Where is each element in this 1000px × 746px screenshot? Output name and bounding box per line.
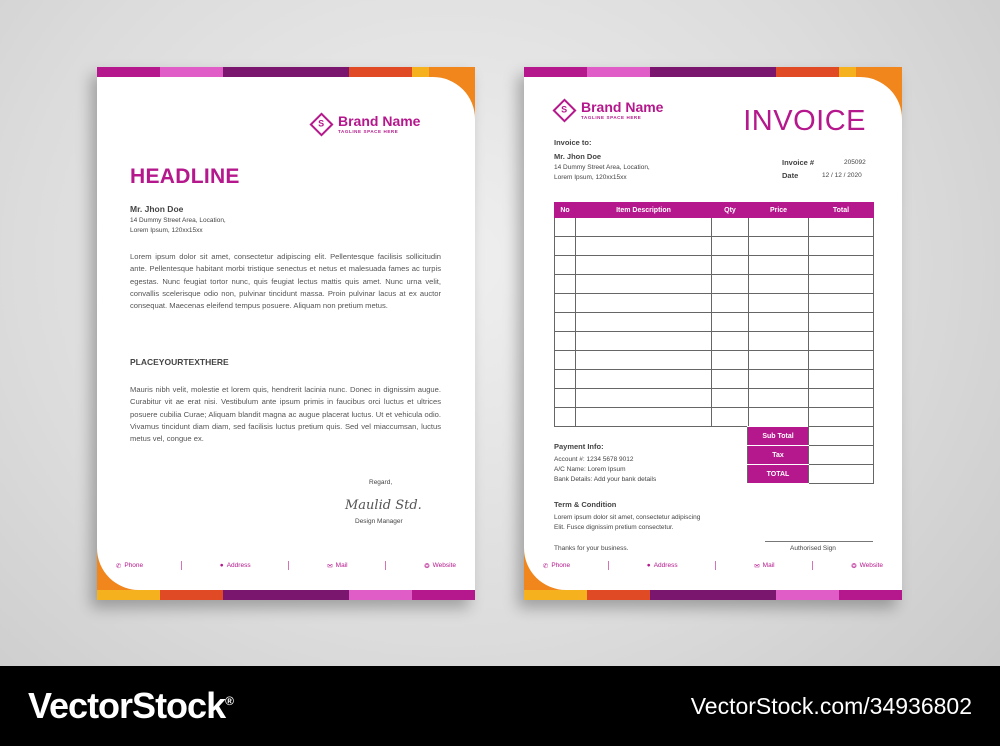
phone-icon: ✆ (115, 562, 122, 570)
invoice-title: INVOICE (743, 105, 866, 137)
table-cell[interactable] (712, 332, 749, 351)
table-row (555, 237, 874, 256)
recipient-address-line2: Lorem Ipsum, 120xx15xx (130, 227, 203, 234)
brand-mark-icon: S (552, 98, 576, 122)
table-cell[interactable] (712, 351, 749, 370)
closing: Regard, (369, 479, 393, 486)
table-cell[interactable] (712, 237, 749, 256)
column-header-no: No (555, 203, 576, 218)
table-cell[interactable] (712, 370, 749, 389)
invoice-page (524, 67, 902, 600)
subtotal-label: Sub Total (748, 427, 809, 446)
table-row (555, 218, 874, 237)
phone-icon: ✆ (542, 562, 549, 570)
table-row (555, 275, 874, 294)
table-cell[interactable] (576, 294, 712, 313)
table-cell[interactable] (576, 370, 712, 389)
globe-icon: ❂ (424, 562, 430, 570)
table-cell[interactable] (712, 275, 749, 294)
signer-title: Design Manager (355, 518, 403, 525)
subheading: PLACEYOURTEXTHERE (130, 357, 229, 367)
table-cell[interactable] (555, 389, 576, 408)
table-cell[interactable] (555, 313, 576, 332)
location-pin-icon: ● (219, 562, 224, 569)
totals-table (747, 426, 874, 484)
table-cell[interactable] (809, 218, 874, 237)
client-address-line2: Lorem Ipsum, 120xx15xx (554, 174, 627, 181)
table-cell[interactable] (749, 275, 809, 294)
watermark-bar (0, 666, 1000, 746)
brand-logo (313, 114, 420, 134)
tax-label: Tax (748, 446, 809, 465)
headline: HEADLINE (130, 165, 240, 188)
table-cell[interactable] (576, 256, 712, 275)
footer-phone[interactable]: ✆ Phone (115, 562, 144, 570)
table-cell[interactable] (809, 332, 874, 351)
table-cell[interactable] (555, 332, 576, 351)
footer-mail[interactable]: ✉ Mail (327, 562, 348, 570)
footer-address[interactable]: ● Address (646, 562, 678, 569)
table-cell[interactable] (555, 408, 576, 427)
footer-phone[interactable]: ✆ Phone (542, 562, 571, 570)
terms-heading: Term & Condition (554, 500, 617, 509)
table-cell[interactable] (712, 313, 749, 332)
date-label: Date (782, 171, 799, 180)
letterhead-page (97, 67, 475, 600)
table-cell[interactable] (712, 294, 749, 313)
table-row (555, 332, 874, 351)
table-cell[interactable] (749, 351, 809, 370)
bottom-color-stripe (524, 590, 902, 600)
table-cell[interactable] (749, 294, 809, 313)
contact-footer (524, 561, 902, 570)
table-cell[interactable] (555, 256, 576, 275)
footer-divider (715, 561, 716, 570)
table-cell[interactable] (576, 275, 712, 294)
footer-address[interactable]: ● Address (219, 562, 251, 569)
total-row (748, 465, 874, 484)
bank-details: Bank Details: Add your bank details (554, 476, 657, 483)
envelope-icon: ✉ (327, 562, 333, 570)
envelope-icon: ✉ (754, 562, 760, 570)
invoice-number-label: Invoice # (782, 158, 815, 167)
top-color-stripe (524, 67, 902, 77)
table-cell[interactable] (576, 218, 712, 237)
brand-name: Brand Name (338, 113, 421, 129)
table-cell[interactable] (749, 313, 809, 332)
table-cell[interactable] (809, 370, 874, 389)
top-color-stripe (97, 67, 475, 77)
invoice-body (524, 77, 902, 590)
table-cell[interactable] (555, 351, 576, 370)
column-header-total: Total (809, 203, 874, 218)
table-row (555, 370, 874, 389)
table-cell[interactable] (809, 313, 874, 332)
brand-mark-icon: S (309, 112, 333, 136)
location-pin-icon: ● (646, 562, 651, 569)
invoice-number: 205092 (844, 159, 866, 166)
table-cell[interactable] (576, 389, 712, 408)
brand-tagline: TAGLINE SPACE HERE (338, 129, 399, 134)
invoice-date: 12 / 12 / 2020 (822, 172, 862, 179)
table-cell[interactable] (749, 408, 809, 427)
table-cell[interactable] (809, 237, 874, 256)
globe-icon: ❂ (851, 562, 857, 570)
watermark-logo: VectorStock® (28, 685, 233, 726)
table-cell[interactable] (749, 332, 809, 351)
letter-body (97, 77, 475, 590)
table-cell[interactable] (809, 351, 874, 370)
table-cell[interactable] (576, 332, 712, 351)
table-cell[interactable] (555, 237, 576, 256)
footer-website[interactable]: ❂ Website (424, 562, 457, 570)
table-row (555, 294, 874, 313)
table-row (555, 408, 874, 427)
table-cell[interactable] (809, 408, 874, 427)
table-cell[interactable] (712, 256, 749, 275)
table-row (555, 256, 874, 275)
brand-tagline: TAGLINE SPACE HERE (581, 115, 642, 120)
account-number: Account #: 1234 5678 9012 (554, 456, 634, 463)
body-paragraph-1: Lorem ipsum dolor sit amet, consectetur adipiscing elit. Pellentesque facilisis sollicitudin ante. Pellentesque habitant morbi tristique senectus et netus et malesuada fames ac turpis egestas. Nunc feugiat tortor nunc, quis feugiat lectus mattis quis amet. Nunc urna velit, convallis scelerisque odio non, pulvinar tincidunt massa. Proin pulvinar lacus at ex auctor consequat. Maecenas eleifend tempus posuere. Aliquam non pretium metus. (130, 252, 441, 311)
watermark-url: VectorStock.com/34936802 (690, 692, 972, 719)
table-row (555, 351, 874, 370)
column-header-qty: Qty (712, 203, 749, 218)
table-cell[interactable] (749, 218, 809, 237)
signature-line (765, 541, 873, 542)
table-cell[interactable] (576, 351, 712, 370)
table-cell[interactable] (749, 389, 809, 408)
column-header-price: Price (749, 203, 809, 218)
payment-info-heading: Payment Info: (554, 442, 604, 451)
terms-line-2: Elit. Fusce dignissim pretium consectetur. (554, 524, 674, 531)
body-paragraph-2: Mauris nibh velit, molestie et lorem quis, hendrerit lacinia nunc. Donec in dignissim augue. Curabitur vit ae erat nisi. Vestibulum ante ipsum primis in faucibus orci luctus et ultrices posuere cubilia Curae; Aliquam blandit magna ac augue placerat luctus. Ut et vehicula odio. Vivamus tincidunt diam diam, sed facilisis luctus pretium quis. Sed vel miaccumsan, luctus metus vel, congue ex. (130, 385, 441, 444)
table-row (555, 389, 874, 408)
table-header-row (555, 203, 874, 218)
tax-row (748, 446, 874, 465)
table-cell[interactable] (749, 237, 809, 256)
footer-divider (181, 561, 182, 570)
total-label: TOTAL (748, 465, 809, 484)
client-address-line1: 14 Dummy Street Area, Location, (554, 164, 650, 171)
terms-line-1: Lorem ipsum dolor sit amet, consectetur adipiscing (554, 514, 701, 521)
recipient-name: Mr. Jhon Doe (130, 204, 184, 214)
contact-footer (97, 561, 475, 570)
tax-value[interactable] (809, 446, 874, 465)
table-cell[interactable] (809, 275, 874, 294)
table-cell[interactable] (576, 313, 712, 332)
bottom-color-stripe (97, 590, 475, 600)
signature: Maulid Std. (345, 498, 422, 513)
column-header-description: Item Description (576, 203, 712, 218)
table-cell[interactable] (576, 408, 712, 427)
footer-website[interactable]: ❂ Website (851, 562, 884, 570)
invoice-items-table (554, 202, 874, 427)
total-value[interactable] (809, 465, 874, 484)
table-cell[interactable] (555, 294, 576, 313)
table-cell[interactable] (749, 256, 809, 275)
table-cell[interactable] (809, 256, 874, 275)
client-name: Mr. Jhon Doe (554, 152, 602, 161)
footer-divider (385, 561, 386, 570)
recipient-address-line1: 14 Dummy Street Area, Location, (130, 217, 226, 224)
authorised-sign-label: Authorised Sign (790, 545, 836, 552)
table-cell[interactable] (555, 218, 576, 237)
account-name: A/C Name: Lorem Ipsum (554, 466, 626, 473)
footer-divider (812, 561, 813, 570)
footer-mail[interactable]: ✉ Mail (754, 562, 775, 570)
thanks-note: Thanks for your business. (554, 545, 629, 552)
brand-name: Brand Name (581, 99, 664, 115)
table-cell[interactable] (809, 389, 874, 408)
footer-divider (608, 561, 609, 570)
table-cell[interactable] (576, 237, 712, 256)
table-cell[interactable] (809, 294, 874, 313)
subtotal-value[interactable] (809, 427, 874, 446)
table-cell[interactable] (712, 408, 749, 427)
table-row (555, 313, 874, 332)
footer-divider (288, 561, 289, 570)
subtotal-row (748, 427, 874, 446)
table-cell[interactable] (749, 370, 809, 389)
table-cell[interactable] (555, 275, 576, 294)
table-cell[interactable] (712, 218, 749, 237)
brand-logo (556, 100, 663, 120)
table-cell[interactable] (555, 370, 576, 389)
table-cell[interactable] (712, 389, 749, 408)
invoice-to-label: Invoice to: (554, 138, 592, 147)
